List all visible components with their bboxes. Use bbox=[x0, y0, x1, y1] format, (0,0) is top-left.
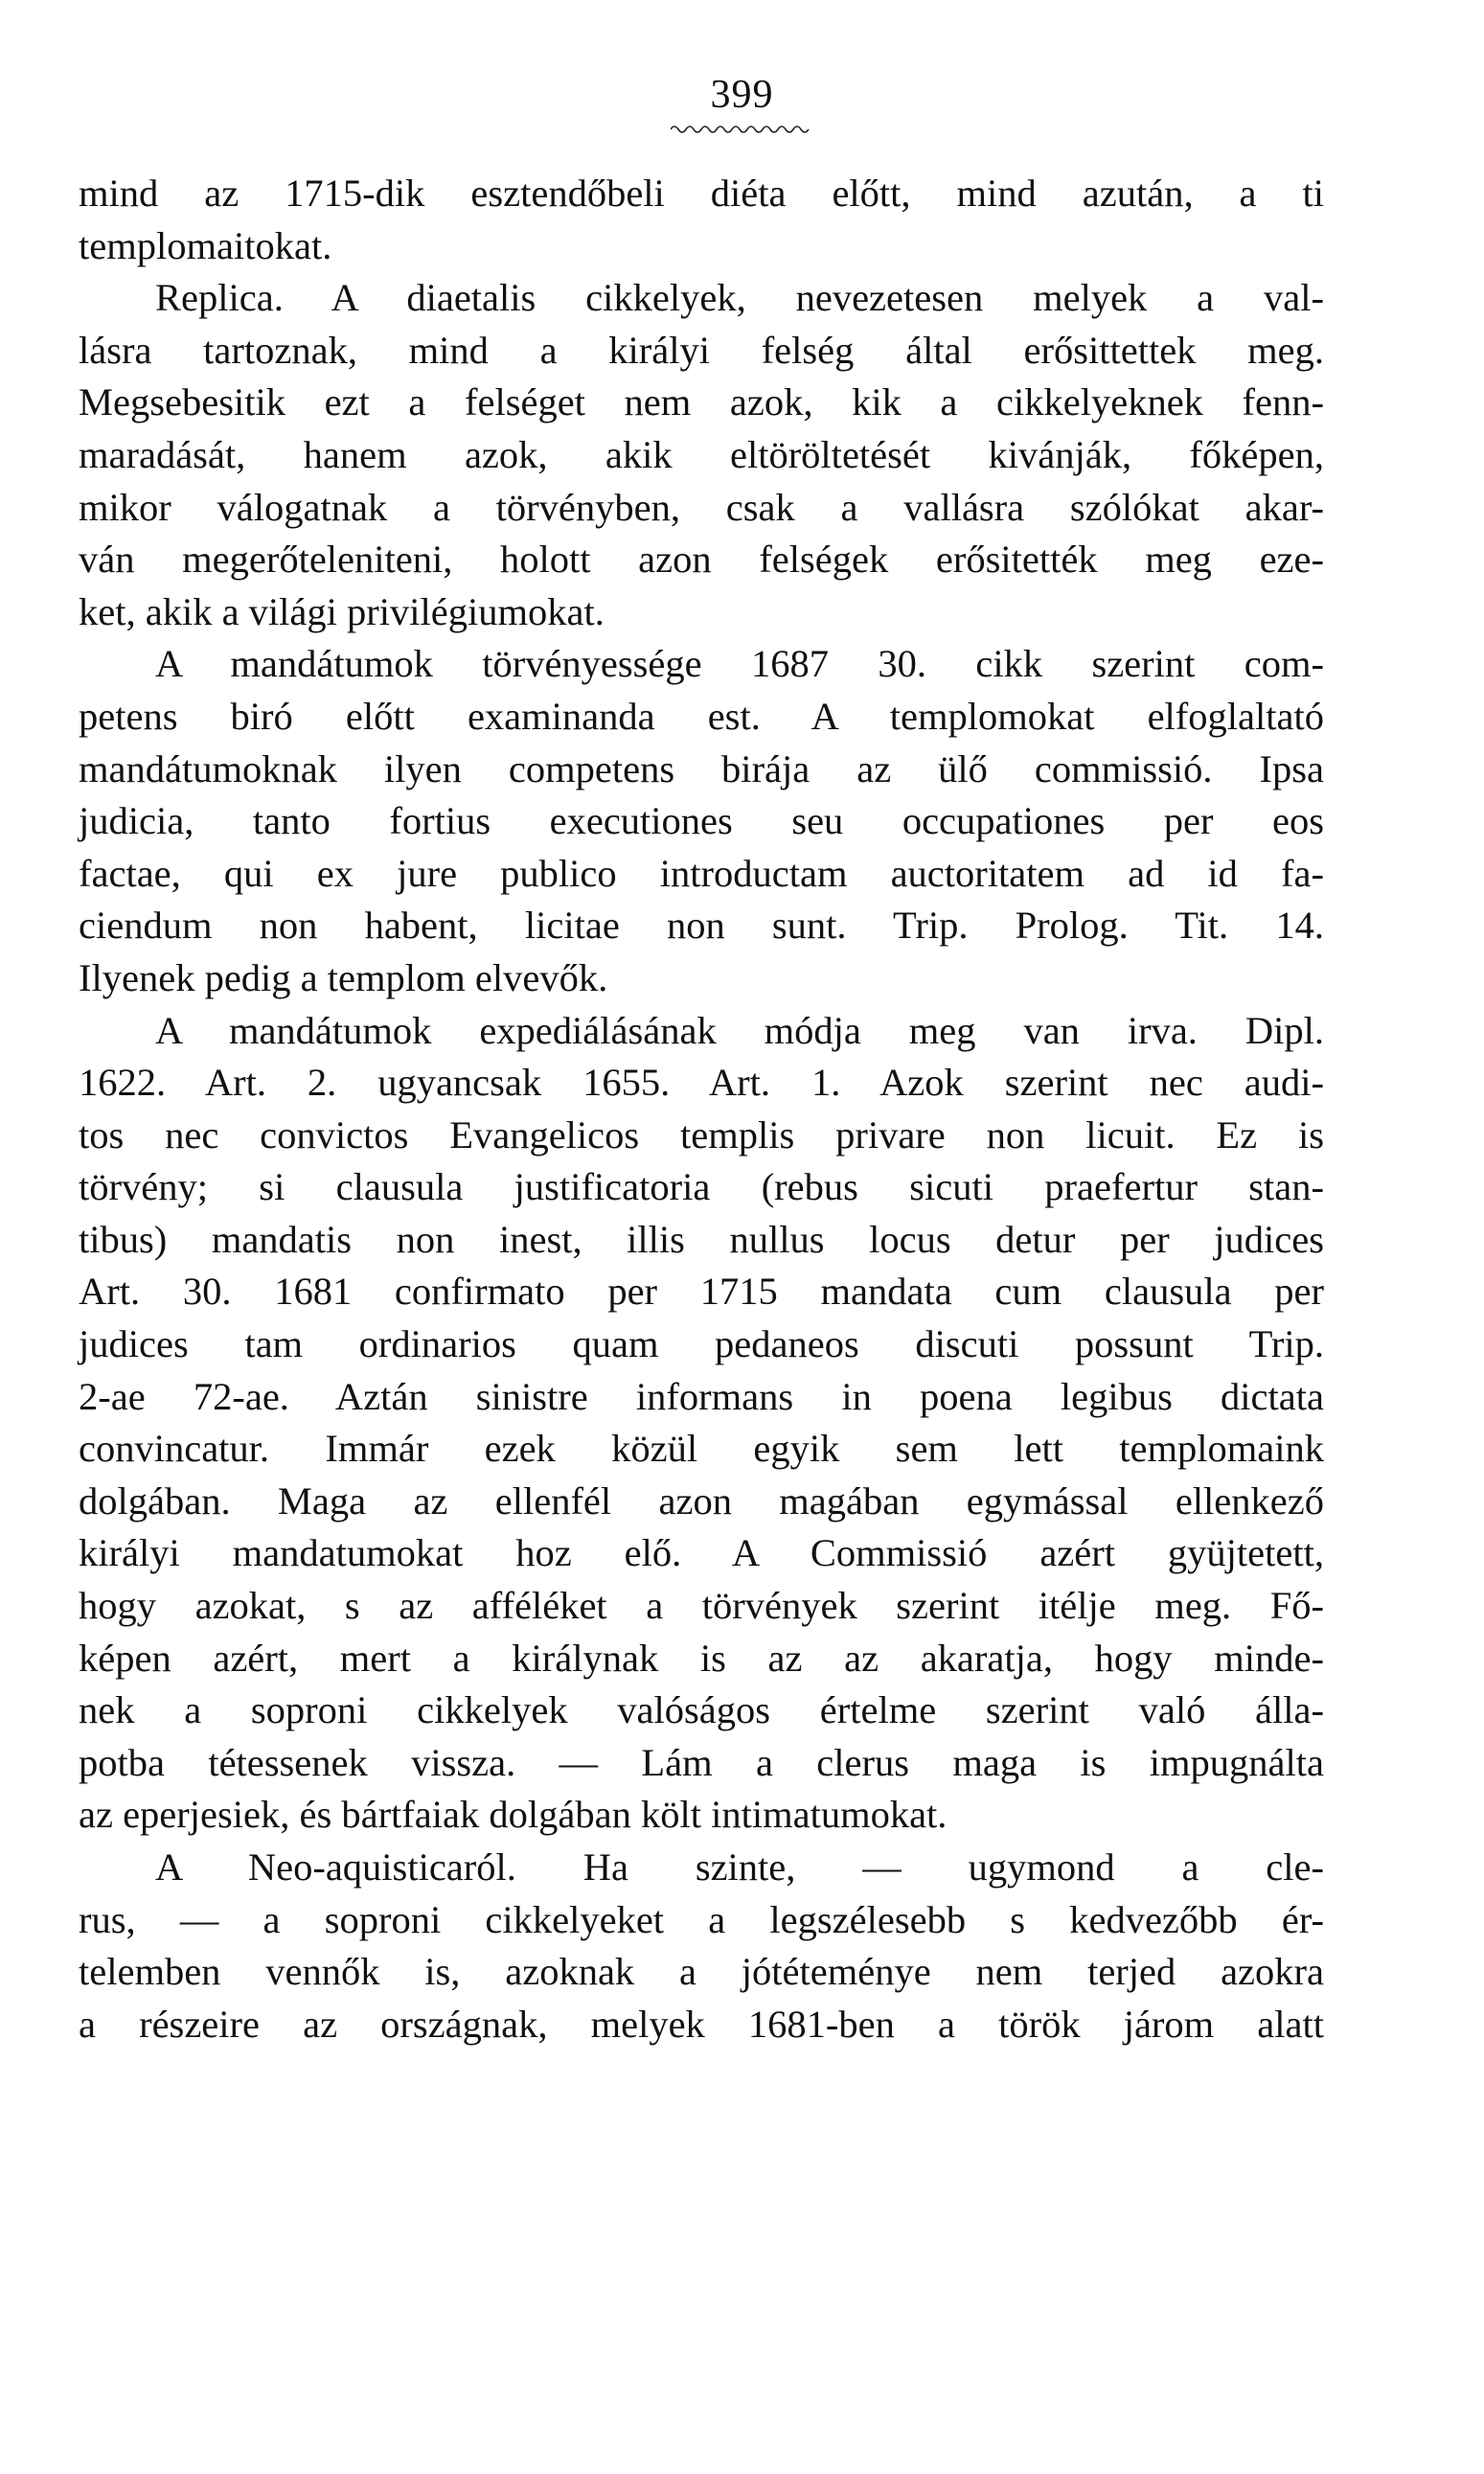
text-line: ván megerőteleniteni, holott azon felségek erősitették meg eze- bbox=[79, 538, 1324, 582]
text-line: A mandátumok törvényessége 1687 30. cikk szerint com- bbox=[155, 642, 1324, 686]
text-line: ciendum non habent, licitae non sunt. Trip. Prolog. Tit. 14. bbox=[79, 904, 1324, 948]
text-line: maradását, hanem azok, akik eltöröltetését kivánják, főképen, bbox=[79, 432, 1324, 476]
text-line: mikor válogatnak a törvényben, csak a vallásra szólókat akar- bbox=[79, 485, 1324, 529]
text-line: az eperjesiek, és bártfaiak dolgában költ intimatumokat. bbox=[79, 1793, 947, 1837]
text-line: Art. 30. 1681 confirmato per 1715 mandata cum clausula per bbox=[79, 1270, 1324, 1314]
text-line: tos nec convictos Evangelicos templis privare non licuit. Ez is bbox=[79, 1112, 1324, 1157]
text-line: judicia, tanto fortius executiones seu occupationes per eos bbox=[79, 799, 1324, 843]
text-line: nek a soproni cikkelyek valóságos értelme szerint való álla- bbox=[79, 1688, 1324, 1732]
text-line: judices tam ordinarios quam pedaneos discuti possunt Trip. bbox=[79, 1322, 1324, 1366]
page-number: 399 bbox=[710, 73, 774, 117]
text-line: telemben vennők is, azoknak a jótéteménye nem terjed azokra bbox=[79, 1950, 1324, 1994]
text-line: hogy azokat, s az afféléket a törvények szerint itélje meg. Fő- bbox=[79, 1584, 1324, 1628]
text-line: törvény; si clausula justificatoria (rebus sicuti praefertur stan- bbox=[79, 1165, 1324, 1209]
text-line: templomaitokat. bbox=[79, 223, 332, 267]
text-line: A mandátumok expediálásának módja meg van irva. Dipl. bbox=[155, 1008, 1324, 1052]
text-line: rus, — a soproni cikkelyeket a legszélesebb s kedvezőbb ér- bbox=[79, 1897, 1324, 1941]
text-line: factae, qui ex jure publico introductam auctoritatem ad id fa- bbox=[79, 851, 1324, 895]
text-line: Ilyenek pedig a templom elvevők. bbox=[79, 955, 608, 999]
text-line: a részeire az országnak, melyek 1681-ben a török járom alatt bbox=[79, 2002, 1324, 2046]
text-line: mind az 1715-dik esztendőbeli diéta előtt, mind azután, a ti bbox=[79, 172, 1324, 215]
text-line: ket, akik a világi privilégiumokat. bbox=[79, 589, 605, 633]
text-line: dolgában. Maga az ellenfél azon magában egymással ellenkező bbox=[79, 1478, 1324, 1523]
text-line: képen azért, mert a királynak is az az akaratja, hogy minde- bbox=[79, 1636, 1324, 1680]
text-line: Replica. A diaetalis cikkelyek, nevezetesen melyek a val- bbox=[155, 276, 1324, 320]
text-line: A Neo-aquisticaról. Ha szinte, — ugymond a cle- bbox=[155, 1845, 1324, 1889]
text-line: petens biró előtt examinanda est. A templomokat elfoglaltató bbox=[79, 694, 1324, 738]
text-line: királyi mandatumokat hoz elő. A Commissió azért gyüjtetett, bbox=[79, 1531, 1324, 1575]
text-line: 1622. Art. 2. ugyancsak 1655. Art. 1. Azok szerint nec audi- bbox=[79, 1061, 1324, 1105]
text-line: 2-ae 72-ae. Aztán sinistre informans in poena legibus dictata bbox=[79, 1374, 1324, 1418]
text-line: potba tétessenek vissza. — Lám a clerus maga is impugnálta bbox=[79, 1740, 1324, 1784]
text-line: convincatur. Immár ezek közül egyik sem lett templomaink bbox=[79, 1427, 1324, 1471]
body-text bbox=[79, 168, 1324, 2050]
text-line: mandátumoknak ilyen competens birája az ülő commissió. Ipsa bbox=[79, 746, 1324, 790]
text-line: tibus) mandatis non inest, illis nullus locus detur per judices bbox=[79, 1217, 1324, 1261]
page-number-ornament bbox=[671, 123, 814, 136]
text-line: Megsebesitik ezt a felséget nem azok, kik a cikkelyeknek fenn- bbox=[79, 380, 1324, 424]
text-line: lásra tartoznak, mind a királyi felség által erősittettek meg. bbox=[79, 328, 1324, 372]
